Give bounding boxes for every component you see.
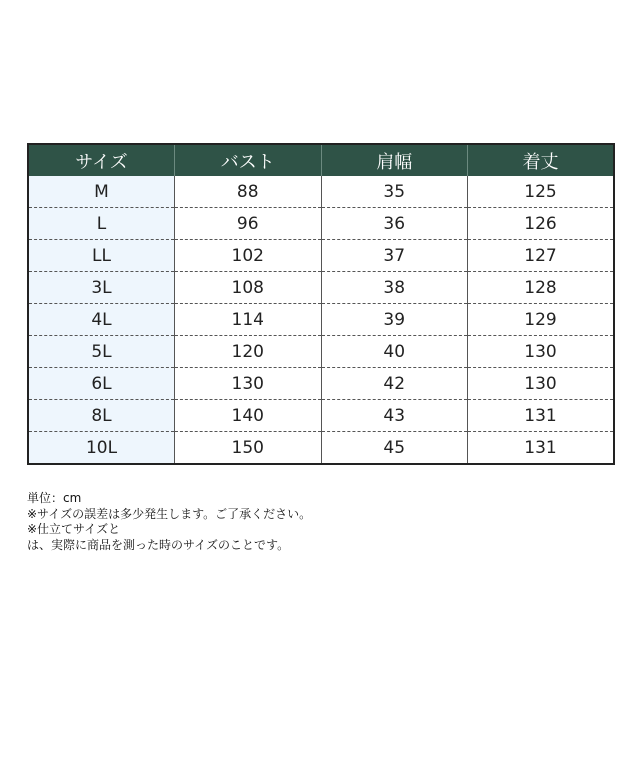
- cell-size: 4L: [28, 304, 175, 336]
- table-row: [28, 304, 614, 336]
- cell-bust: 114: [175, 304, 322, 336]
- cell-bust: 102: [175, 240, 322, 272]
- table-row: [28, 432, 614, 465]
- header-length: 着丈: [468, 144, 615, 176]
- header-size: サイズ: [28, 144, 175, 176]
- cell-length: 130: [468, 336, 615, 368]
- cell-length: 129: [468, 304, 615, 336]
- header-shoulder: 肩幅: [321, 144, 468, 176]
- finished-size-note: ※仕立てサイズと: [27, 522, 121, 536]
- cell-size: 3L: [28, 272, 175, 304]
- table-row: [28, 400, 614, 432]
- cell-size: 6L: [28, 368, 175, 400]
- cell-length: 125: [468, 176, 615, 208]
- cell-length: 127: [468, 240, 615, 272]
- cell-size: M: [28, 176, 175, 208]
- size-table: [27, 143, 615, 465]
- cell-size: 8L: [28, 400, 175, 432]
- tolerance-note: ※サイズの誤差は多少発生します。ご了承ください。: [27, 506, 312, 521]
- cell-size: 5L: [28, 336, 175, 368]
- table-row: [28, 208, 614, 240]
- cell-bust: 108: [175, 272, 322, 304]
- cell-bust: 140: [175, 400, 322, 432]
- cell-shoulder: 40: [321, 336, 468, 368]
- cell-bust: 130: [175, 368, 322, 400]
- header-row: [28, 144, 614, 176]
- cell-bust: 120: [175, 336, 322, 368]
- cell-shoulder: 38: [321, 272, 468, 304]
- cell-length: 126: [468, 208, 615, 240]
- measurement-note: は、実際に商品を測った時のサイズのことです。: [27, 537, 290, 552]
- cell-length: 131: [468, 432, 615, 465]
- cell-size: 10L: [28, 432, 175, 465]
- unit-note: 単位：cm: [27, 491, 82, 505]
- cell-shoulder: 45: [321, 432, 468, 465]
- cell-length: 128: [468, 272, 615, 304]
- cell-shoulder: 37: [321, 240, 468, 272]
- cell-size: LL: [28, 240, 175, 272]
- cell-bust: 150: [175, 432, 322, 465]
- table-row: [28, 336, 614, 368]
- table-row: [28, 240, 614, 272]
- table-row: [28, 176, 614, 208]
- cell-bust: 96: [175, 208, 322, 240]
- cell-shoulder: 42: [321, 368, 468, 400]
- cell-shoulder: 39: [321, 304, 468, 336]
- table-row: [28, 368, 614, 400]
- cell-length: 131: [468, 400, 615, 432]
- notes: [27, 491, 311, 553]
- cell-bust: 88: [175, 176, 322, 208]
- cell-shoulder: 35: [321, 176, 468, 208]
- cell-size: L: [28, 208, 175, 240]
- table-row: [28, 272, 614, 304]
- header-bust: バスト: [175, 144, 322, 176]
- cell-shoulder: 36: [321, 208, 468, 240]
- cell-length: 130: [468, 368, 615, 400]
- cell-shoulder: 43: [321, 400, 468, 432]
